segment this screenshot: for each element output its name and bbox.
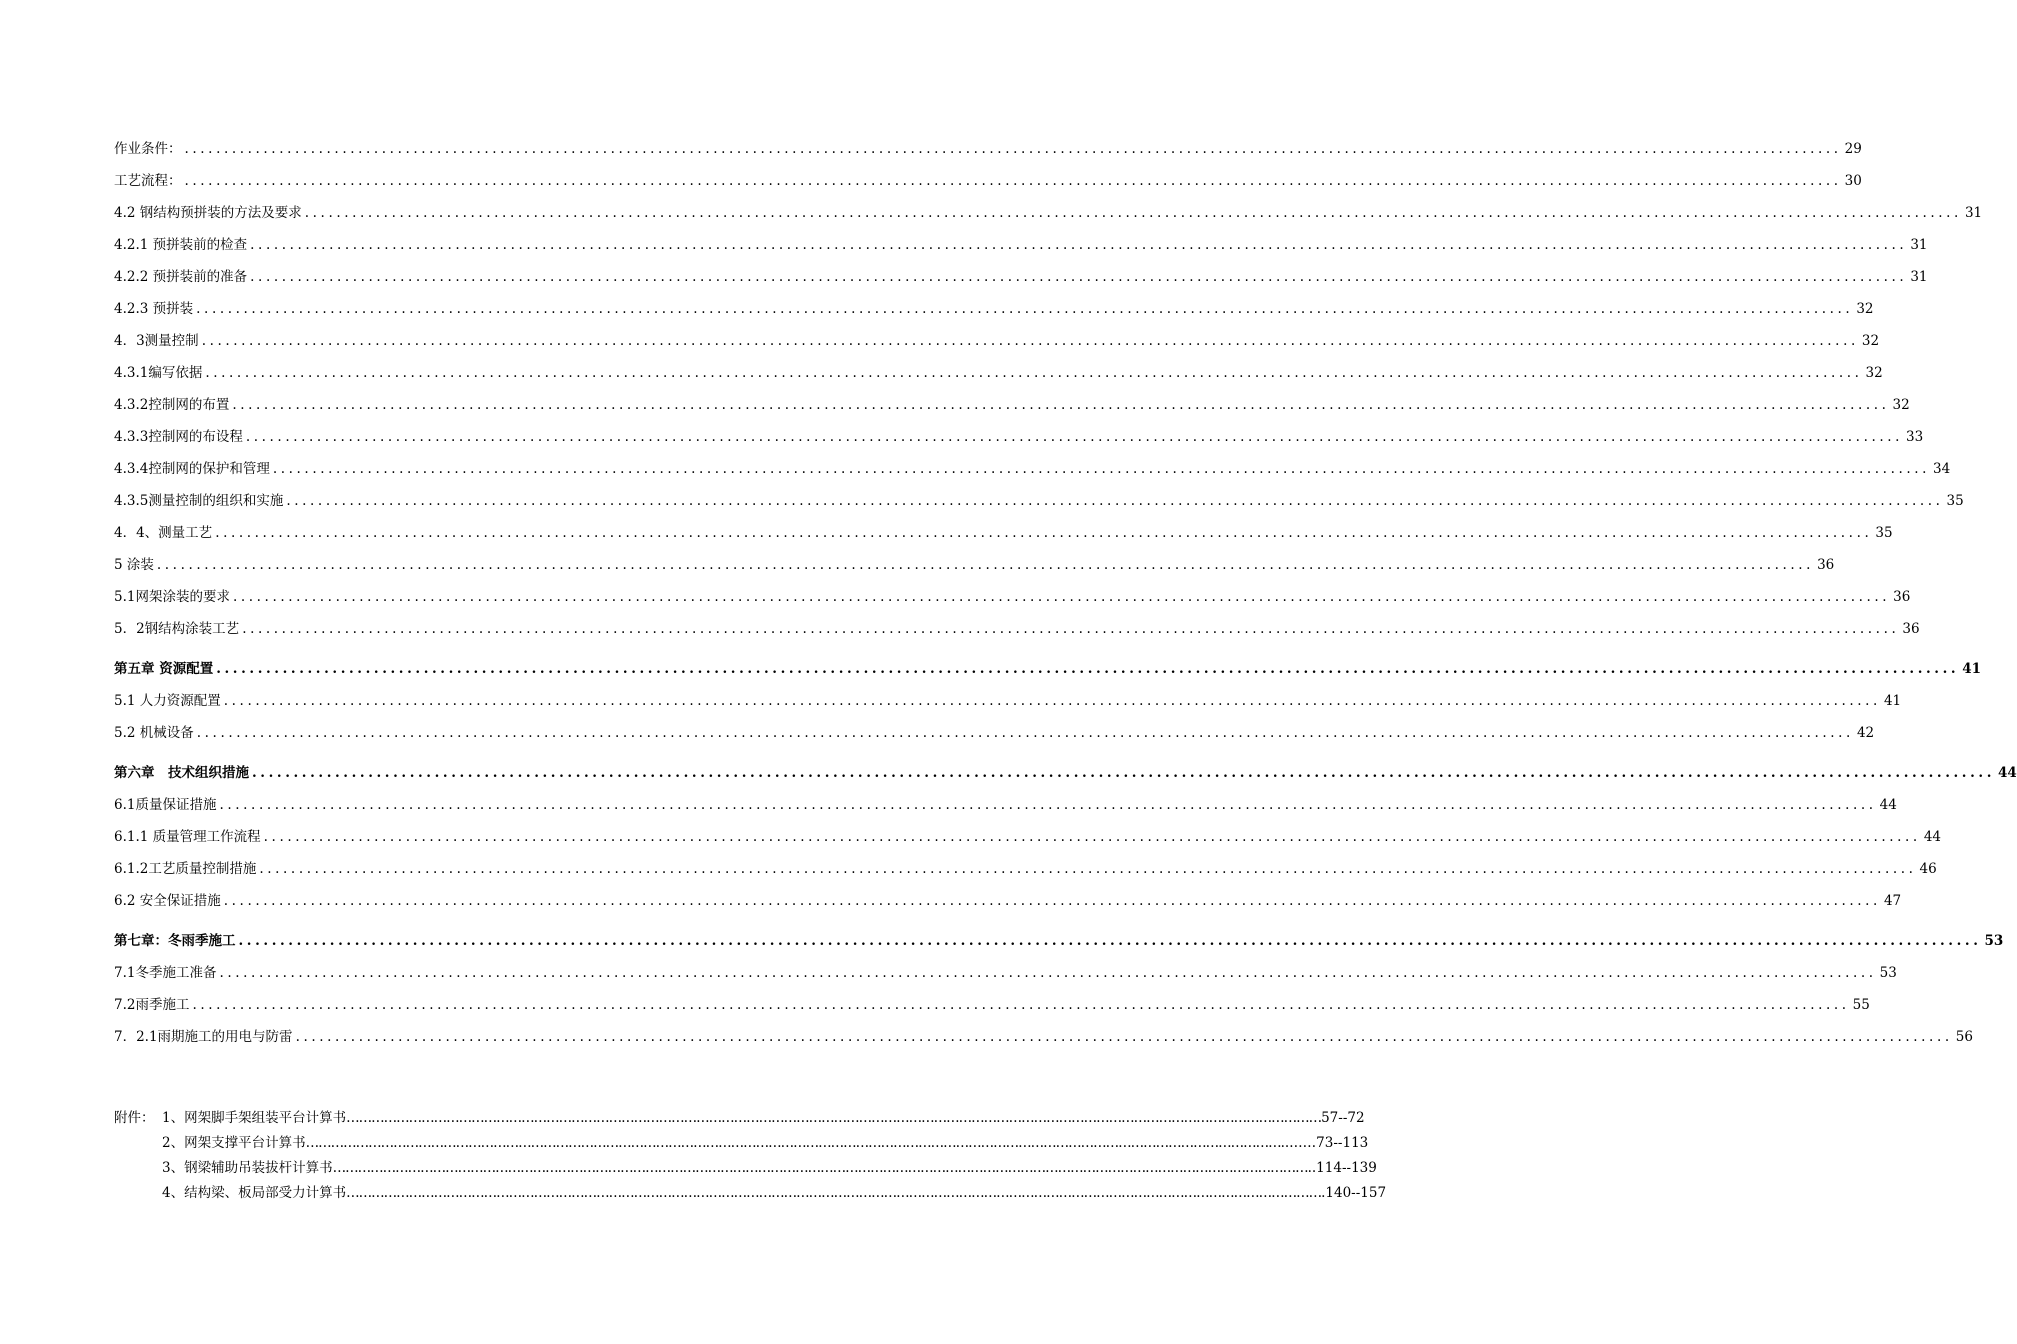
toc-chapter-title: 第五章 资源配置 <box>114 661 214 677</box>
toc-leader-dots: .................................................................................................................................................................................................................. <box>295 1029 1953 1045</box>
toc-entry-title: 5．2钢结构涂装工艺 <box>114 621 240 637</box>
toc-entry[interactable] <box>114 489 1964 521</box>
attachment-title: 4、结构梁、板局部受力计算书 <box>162 1185 347 1201</box>
toc-entry-title: 作业条件： <box>114 141 182 157</box>
attachment-entry[interactable] <box>114 1132 1369 1157</box>
attachment-title: 3、钢梁辅助吊装拔杆计算书 <box>162 1160 333 1176</box>
toc-entry-page: 46 <box>1919 861 1937 877</box>
toc-leader-dots: .................................................................................................................................................................................................................. <box>201 333 1859 349</box>
attachment-prefix: 附件： <box>114 1110 155 1126</box>
toc-leader-dots: .................................................................................................................................................................................................................. <box>215 525 1873 541</box>
toc-leader-dots: .................................................................................................................................................................................................................. <box>242 621 1900 637</box>
attachment-leader-dots: ……………………………………………………………………………………………………………………………………………………………………………………………………………… <box>346 1110 1322 1126</box>
toc-leader-dots: .................................................................................................................................................................................................................. <box>205 365 1863 381</box>
toc-leader-dots: .................................................................................................................................................................................................................. <box>272 461 1931 477</box>
toc-entry-title: 4.2.3 预拼装 <box>114 301 194 317</box>
toc-leader-dots: .................................................................................................................................................................................................................. <box>223 693 1881 709</box>
toc-entry-page: 34 <box>1933 461 1951 477</box>
toc-entry-page: 31 <box>1964 205 1983 221</box>
toc-entry-title: 5 涂装 <box>114 557 154 573</box>
toc-chapter-page: 44 <box>1998 765 2017 781</box>
toc-entry-title: 4.2.1 预拼装前的检查 <box>114 237 248 253</box>
attachment-pages: ..114--139 <box>1307 1160 1377 1176</box>
toc-leader-dots: .................................................................................................................................................................................................................. <box>252 765 1995 781</box>
toc-entry-page: 31 <box>1910 269 1928 285</box>
toc-entry[interactable] <box>114 297 1874 329</box>
toc-entry[interactable] <box>114 137 1862 169</box>
toc-entry[interactable] <box>114 521 1893 553</box>
toc-entry[interactable] <box>114 721 1875 753</box>
toc-leader-dots: .................................................................................................................................................................................................................. <box>184 173 1842 189</box>
attachment-pages: .140--157 <box>1321 1185 1387 1201</box>
toc-leader-dots: .................................................................................................................................................................................................................. <box>232 397 1890 413</box>
attachment-leader-dots: ……………………………………………………………………………………………………………………………………………………………………………………………………………… <box>332 1160 1308 1176</box>
toc-leader-dots: .................................................................................................................................................................................................................. <box>250 237 1908 253</box>
toc-entry[interactable] <box>114 329 1880 361</box>
toc-entry[interactable] <box>114 825 1942 857</box>
attachment-entry[interactable] <box>114 1182 1387 1207</box>
toc-entry-title: 5.2 机械设备 <box>114 725 194 741</box>
toc-entry-page: 36 <box>1902 621 1920 637</box>
toc-entry[interactable] <box>114 425 1924 457</box>
toc-leader-dots: .................................................................................................................................................................................................................. <box>196 725 1854 741</box>
toc-entry-page: 42 <box>1856 725 1875 741</box>
toc-entry-title: 4.2 钢结构预拼装的方法及要求 <box>114 205 302 221</box>
toc-chapter-entry[interactable] <box>114 649 1981 689</box>
toc-chapter-entry[interactable] <box>114 753 2017 793</box>
toc-entry[interactable] <box>114 553 1835 585</box>
toc-entry-title: 4.3.4控制网的保护和管理 <box>114 461 270 477</box>
toc-chapter-title: 第六章 技术组织措施 <box>114 765 249 781</box>
toc-entry-title: 7.2雨季施工 <box>114 997 190 1013</box>
attachment-entry[interactable] <box>114 1107 1365 1132</box>
toc-entry[interactable] <box>114 793 1897 825</box>
toc-entry-page: 35 <box>1875 525 1893 541</box>
attachment-leader-dots: ……………………………………………………………………………………………………………………………………………………………………………………………………………… <box>305 1135 1281 1151</box>
toc-leader-dots: .................................................................................................................................................................................................................. <box>192 997 1850 1013</box>
attachment-pages: ..……73--113 <box>1280 1135 1369 1151</box>
toc-entry-page: 36 <box>1893 589 1911 605</box>
toc-entry-page: 44 <box>1879 797 1897 813</box>
toc-leader-dots: .................................................................................................................................................................................................................. <box>263 829 1921 845</box>
toc-leader-dots: .................................................................................................................................................................................................................. <box>219 797 1877 813</box>
toc-entry[interactable] <box>114 457 1951 489</box>
toc-leader-dots: .................................................................................................................................................................................................................. <box>223 893 1881 909</box>
toc-leader-dots: .................................................................................................................................................................................................................. <box>184 141 1842 157</box>
toc-chapter-title: 第七章：冬雨季施工 <box>114 933 236 949</box>
toc-entry-title: 4．4、测量工艺 <box>114 525 213 541</box>
attachment-leader-dots: ……………………………………………………………………………………………………………………………………………………………………………………………………………… <box>346 1185 1322 1201</box>
toc-entry-title: 5.1网架涂装的要求 <box>114 589 230 605</box>
toc-entry-page: 29 <box>1844 141 1862 157</box>
toc-entry-page: 31 <box>1910 237 1928 253</box>
toc-entry[interactable] <box>114 169 1862 201</box>
toc-entry-page: 32 <box>1892 397 1910 413</box>
toc-entry-title: 工艺流程： <box>114 173 182 189</box>
toc-entry-title: 7．2.1雨期施工的用电与防雷 <box>114 1029 293 1045</box>
toc-leader-dots: .................................................................................................................................................................................................................. <box>250 269 1908 285</box>
toc-leader-dots: .................................................................................................................................................................................................................. <box>196 301 1854 317</box>
toc-entry[interactable] <box>114 585 1911 617</box>
toc-leader-dots: .................................................................................................................................................................................................................. <box>245 429 1904 445</box>
toc-entry[interactable] <box>114 201 1983 233</box>
table-of-contents <box>114 137 2017 1057</box>
toc-entry-title: 4．3测量控制 <box>114 333 199 349</box>
toc-leader-dots: .................................................................................................................................................................................................................. <box>156 557 1815 573</box>
toc-chapter-page: 53 <box>1984 933 2004 949</box>
toc-entry-page: 32 <box>1865 365 1883 381</box>
toc-entry[interactable] <box>114 393 1910 425</box>
toc-entry-page: 56 <box>1955 1029 1973 1045</box>
toc-entry-page: 35 <box>1946 493 1964 509</box>
toc-entry-page: 44 <box>1923 829 1942 845</box>
toc-entry[interactable] <box>114 857 1937 889</box>
toc-entry[interactable] <box>114 617 1920 649</box>
toc-entry-title: 4.3.2控制网的布置 <box>114 397 230 413</box>
toc-entry[interactable] <box>114 961 1897 993</box>
toc-leader-dots: .................................................................................................................................................................................................................. <box>219 965 1877 981</box>
toc-entry[interactable] <box>114 233 1928 265</box>
attachment-pages: 57--72 <box>1321 1110 1365 1126</box>
toc-entry-page: 30 <box>1844 173 1862 189</box>
attachments-list <box>114 1107 1387 1207</box>
toc-entry-title: 4.3.3控制网的布设程 <box>114 429 243 445</box>
toc-entry-page: 32 <box>1856 301 1874 317</box>
toc-entry-title: 4.3.1编写依据 <box>114 365 203 381</box>
toc-entry-title: 6.2 安全保证措施 <box>114 893 221 909</box>
toc-entry-page: 55 <box>1852 997 1870 1013</box>
toc-entry[interactable] <box>114 265 1928 297</box>
toc-entry-page: 36 <box>1817 557 1835 573</box>
toc-entry-title: 7.1冬季施工准备 <box>114 965 217 981</box>
toc-leader-dots: .................................................................................................................................................................................................................. <box>238 933 1982 949</box>
toc-entry-title: 6.1质量保证措施 <box>114 797 217 813</box>
attachment-title: 1、网架脚手架组装平台计算书 <box>162 1110 347 1126</box>
toc-entry-title: 6.1.2工艺质量控制措施 <box>114 861 257 877</box>
attachment-title: 2、网架支撑平台计算书 <box>162 1135 306 1151</box>
toc-leader-dots: .................................................................................................................................................................................................................. <box>304 205 1962 221</box>
toc-chapter-entry[interactable] <box>114 921 2004 961</box>
toc-entry-page: 32 <box>1861 333 1880 349</box>
toc-entry[interactable] <box>114 689 1902 721</box>
toc-entry-page: 53 <box>1879 965 1897 981</box>
toc-chapter-page: 41 <box>1962 661 1981 677</box>
toc-leader-dots: .................................................................................................................................................................................................................. <box>259 861 1917 877</box>
toc-entry-page: 33 <box>1906 429 1924 445</box>
toc-leader-dots: .................................................................................................................................................................................................................. <box>286 493 1944 509</box>
toc-entry[interactable] <box>114 889 1902 921</box>
toc-entry-title: 4.3.5测量控制的组织和实施 <box>114 493 284 509</box>
toc-leader-dots: .................................................................................................................................................................................................................. <box>232 589 1891 605</box>
toc-entry-title: 5.1 人力资源配置 <box>114 693 221 709</box>
toc-entry-page: 41 <box>1883 693 1902 709</box>
toc-entry[interactable] <box>114 361 1883 393</box>
toc-leader-dots: .................................................................................................................................................................................................................. <box>216 661 1960 677</box>
toc-entry[interactable] <box>114 993 1870 1025</box>
toc-entry-page: 47 <box>1883 893 1902 909</box>
toc-entry[interactable] <box>114 1025 1973 1057</box>
toc-entry-title: 6.1.1 质量管理工作流程 <box>114 829 261 845</box>
attachment-entry[interactable] <box>114 1157 1377 1182</box>
toc-entry-title: 4.2.2 预拼装前的准备 <box>114 269 248 285</box>
